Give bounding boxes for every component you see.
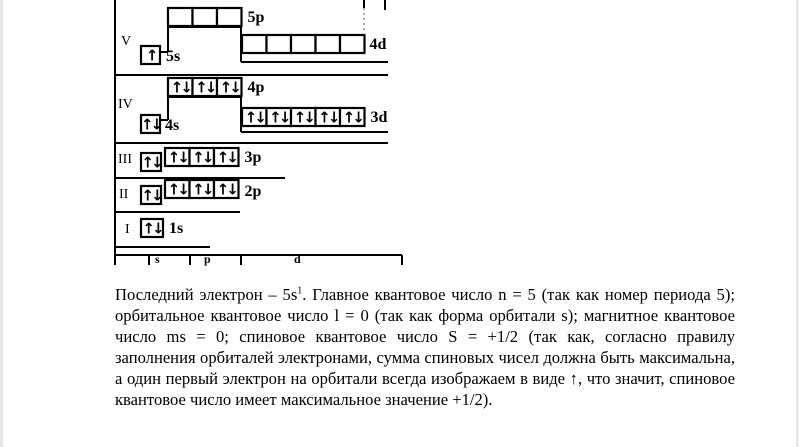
orbital-group-4s (141, 115, 179, 134)
period-label: V (121, 34, 132, 49)
sublevel-label: 5p (247, 9, 265, 26)
electron-arrows: ↑↓ (142, 219, 162, 238)
superscript: 1 (297, 285, 303, 297)
electron-arrows: ↑↓ (141, 186, 161, 205)
electron-arrows: ↑↓ (195, 78, 215, 97)
electron-arrows: ↑↓ (192, 148, 212, 167)
period-label: I (125, 222, 130, 237)
orbital-group-2p (165, 180, 262, 200)
period-label: IV (118, 97, 133, 112)
sublevel-label: 3d (370, 109, 388, 126)
sublevel-label: 4d (369, 36, 387, 53)
electron-arrows: ↑↓ (269, 108, 289, 127)
orbital-group-5s (141, 46, 180, 65)
orbital-box (217, 8, 242, 26)
period-label: II (119, 187, 129, 202)
electron-arrows: ↑↓ (219, 78, 239, 97)
orbital-group-4d (242, 35, 387, 53)
period-label: III (118, 152, 132, 167)
electron-arrows: ↑↓ (318, 108, 338, 127)
sublevel-label: 4p (247, 79, 265, 96)
electron-arrows: ↑↓ (342, 108, 362, 127)
orbital-box (291, 35, 316, 53)
electron-arrows: ↑↓ (192, 180, 212, 199)
orbital-energy-diagram (0, 0, 420, 270)
electron-arrows: ↑↓ (293, 108, 313, 127)
orbital-box (193, 8, 218, 26)
column-label: s (155, 252, 160, 266)
sublevel-label: 3p (244, 149, 262, 166)
orbital-box (168, 8, 193, 26)
orbital-group-2s (141, 186, 161, 205)
orbital-group-3d (242, 108, 388, 127)
sublevel-label: 5s (166, 48, 181, 65)
electron-arrows: ↑ (145, 46, 156, 65)
orbital-group-1s (141, 219, 183, 238)
orbital-group-5p (168, 8, 265, 26)
period-labels (118, 34, 133, 237)
electron-arrows: ↑↓ (244, 108, 264, 127)
column-label: d (294, 252, 301, 266)
orbital-box (242, 35, 267, 53)
electron-arrows: ↑↓ (167, 148, 187, 167)
paragraph-text-2: . Главное квантовое число n = 5 (так как номер периода 5); орбитальное квантовое число l = 0 (так как форма орбитали s); магнитное квантовое число ms = 0; спиновое квантовое число S = +1/2 (так как, согласно правилу заполнения орбиталей электронами, сумма спиновых чисел должна быть максимальна, а один первый электрон на орбитали всегда изображаем в виде ↑, что значит, спиновое квантовое число имеет максимальное значение +1/2). (115, 285, 735, 409)
column-label: p (204, 252, 211, 266)
electron-arrows: ↑↓ (141, 153, 161, 172)
sublevel-label: 4s (165, 117, 180, 134)
orbital-box (267, 35, 292, 53)
sublevel-label: 2p (244, 183, 262, 200)
electron-arrows: ↑↓ (170, 78, 190, 97)
orbital-box (316, 35, 341, 53)
electron-arrows: ↑↓ (216, 148, 236, 167)
electron-arrows: ↑↓ (167, 180, 187, 199)
explanation-paragraph (115, 284, 735, 410)
electron-arrows: ↑↓ (216, 180, 236, 199)
orbital-group-4p (168, 78, 265, 97)
electron-arrows: ↑↓ (140, 115, 161, 134)
sublevel-label: 1s (169, 220, 184, 237)
orbital-box (340, 35, 365, 53)
paragraph-text-1: Последний электрон – 5s (115, 285, 298, 304)
orbital-group-3s (141, 153, 161, 172)
orbital-group-3p (165, 148, 262, 167)
orbital-groups (141, 8, 388, 238)
